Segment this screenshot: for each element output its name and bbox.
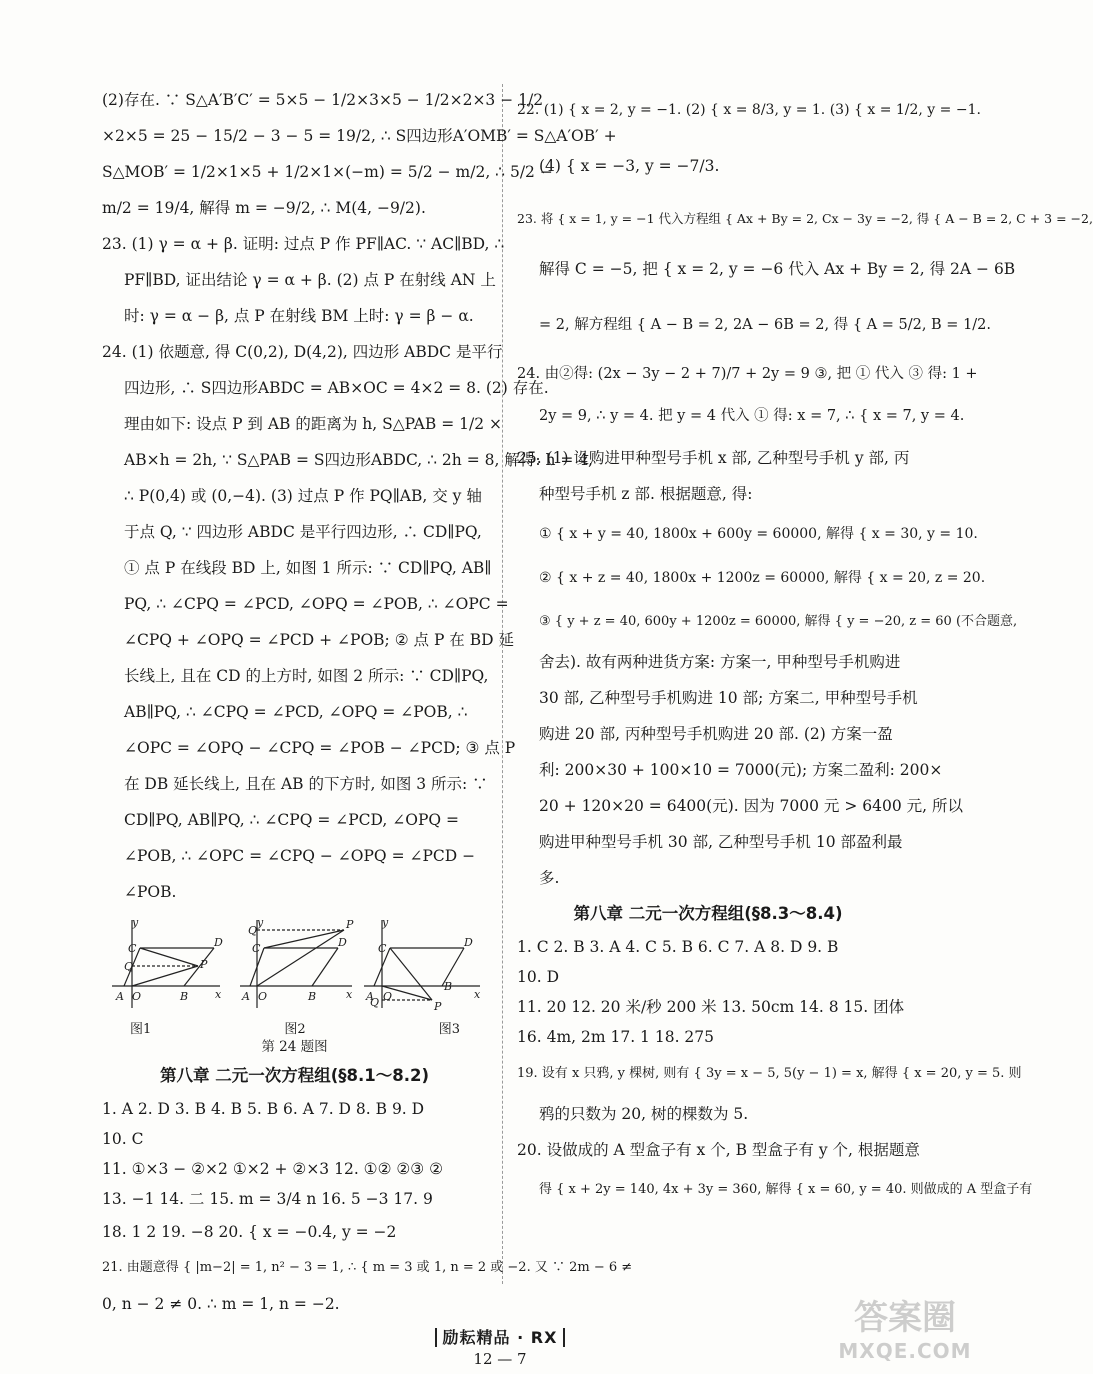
text-line: 理由如下: 设点 P 到 AB 的距离为 h, S△PAB = 1/2 × [124, 415, 502, 433]
text-line: ① 点 P 在线段 BD 上, 如图 1 所示: ∵ CD∥PQ, AB∥ [124, 559, 492, 577]
svg-text:O: O [132, 990, 142, 1003]
answer-line: 10. D [517, 968, 560, 986]
figure-label: 图1 [130, 1022, 152, 1037]
text-line: 23. 将 { x = 1, y = −1 代入方程组 { Ax + By = 2, Cx − 3y = −2, 得 { A − B = 2, C + 3 = −2, [517, 211, 1093, 226]
svg-text:O: O [258, 990, 268, 1003]
figure-label: 图2 [284, 1022, 306, 1037]
text-line: 长线上, 且在 CD 的上方时, 如图 2 所示: ∵ CD∥PQ, [124, 667, 489, 685]
svg-text:A: A [116, 990, 124, 1003]
answer-line: 18. 1 2 19. −8 20. { x = −0.4, y = −2 [102, 1223, 397, 1241]
answer-line: 鸦的只数为 20, 树的棵数为 5. [539, 1105, 749, 1123]
svg-text:O: O [383, 990, 393, 1003]
page-number: 12 — 7 [473, 1350, 527, 1368]
figure-label: 图3 [438, 1022, 460, 1037]
svg-text:D: D [214, 936, 223, 949]
text-line: 在 DB 延长线上, 且在 AB 的下方时, 如图 3 所示: ∵ [124, 775, 488, 793]
text-line: ∴ P(0,4) 或 (0,−4). (3) 过点 P 作 PQ∥AB, 交 y 轴 [124, 487, 482, 505]
figure-24 [102, 916, 487, 1036]
text-line: 30 部, 乙种型号手机购进 10 部; 方案二, 甲种型号手机 [539, 689, 918, 707]
svg-text:x: x [474, 988, 481, 1001]
text-line: 多. [539, 869, 560, 887]
brand-label: 励耘精品 · RX [435, 1328, 566, 1347]
text-line: (4) { x = −3, y = −7/3. [539, 157, 720, 175]
text-line: 四边形, ∴ S四边形ABDC = AB×OC = 4×2 = 8. (2) 存在. [124, 379, 549, 397]
figure-caption: 第 24 题图 [261, 1039, 328, 1055]
answer-line: 16. 4m, 2m 17. 1 18. 275 [517, 1028, 715, 1046]
text-line: 利: 200×30 + 100×10 = 7000(元); 方案二盈利: 200× [539, 761, 943, 779]
text-line: 种型号手机 z 部. 根据题意, 得: [539, 485, 753, 503]
text-line: ×2×5 = 25 − 15/2 − 3 − 5 = 19/2, ∴ S四边形A′OMB′ = S△A′OB′ + [102, 127, 617, 145]
text-line: ∠POB. [124, 883, 177, 901]
text-line: = 2, 解方程组 { A − B = 2, 2A − 6B = 2, 得 { A = 5/2, B = 1/2. [539, 317, 992, 333]
svg-text:A: A [366, 990, 374, 1003]
text-line: 20 + 120×20 = 6400(元). 因为 7000 元 > 6400 元, 所以 [539, 797, 963, 815]
svg-text:Q: Q [370, 996, 380, 1009]
right-column [517, 82, 1093, 1212]
text-line: ∠CPQ + ∠OPQ = ∠PCD + ∠POB; ② 点 P 在 BD 延 [124, 631, 514, 649]
svg-text:B: B [308, 990, 317, 1003]
text-line: 25. (1) 设购进甲种型号手机 x 部, 乙种型号手机 y 部, 丙 [517, 449, 910, 467]
text-line: PF∥BD, 证出结论 γ = α + β. (2) 点 P 在射线 AN 上 [124, 271, 496, 289]
answer-line: 20. 设做成的 A 型盒子有 x 个, B 型盒子有 y 个, 根据题意 [517, 1141, 920, 1159]
text-line: ① { x + y = 40, 1800x + 600y = 60000, 解得 { x = 30, y = 10. [539, 526, 978, 542]
text-line: 22. (1) { x = 2, y = −1. (2) { x = 8/3, y = 1. (3) { x = 1/2, y = −1. [517, 102, 981, 118]
text-line: 于点 Q, ∵ 四边形 ABDC 是平行四边形, ∴ CD∥PQ, [124, 523, 482, 541]
answer-line: 19. 设有 x 只鸦, y 棵树, 则有 { 3y = x − 5, 5(y − 1) = x, 解得 { x = 20, y = 5. 则 [517, 1066, 1022, 1081]
svg-text:y: y [132, 916, 139, 929]
svg-text:y: y [382, 916, 389, 929]
svg-text:D: D [464, 936, 473, 949]
watermark-logo [820, 1290, 990, 1370]
svg-text:D: D [338, 936, 347, 949]
text-line: S△MOB′ = 1/2×1×5 + 1/2×1×(−m) = 5/2 − m/2, ∴ 5/2 − [102, 163, 553, 181]
section-title: 第八章 二元一次方程组(§8.1～8.2) [159, 1066, 430, 1085]
column-divider [502, 84, 503, 1284]
text-line: 23. (1) γ = α + β. 证明: 过点 P 作 PF∥AC. ∵ AC∥BD, ∴ [102, 235, 505, 253]
section-title: 第八章 二元一次方程组(§8.3～8.4) [573, 904, 843, 923]
text-line: (2)存在. ∵ S△A′B′C′ = 5×5 − 1/2×3×5 − 1/2×2×3 − 1/2 [102, 91, 544, 109]
answer-line: 0, n − 2 ≠ 0. ∴ m = 1, n = −2. [102, 1295, 340, 1313]
text-line: 解得 C = −5, 把 { x = 2, y = −6 代入 Ax + By = 2, 得 2A − 6B [539, 260, 1016, 278]
svg-text:C: C [128, 942, 137, 955]
svg-text:P: P [346, 918, 354, 931]
answer-line: 13. −1 14. 二 15. m = 3/4 n 16. 5 −3 17. 9 [102, 1190, 433, 1208]
svg-text:C: C [378, 942, 387, 955]
svg-text:x: x [346, 988, 353, 1001]
watermark-bottom: MXQE.COM [838, 1339, 972, 1363]
text-line: ∠POB, ∴ ∠OPC = ∠CPQ − ∠OPQ = ∠PCD − [124, 847, 476, 865]
answer-line: 得 { x + 2y = 140, 4x + 3y = 360, 解得 { x = 60, y = 40. 则做成的 A 型盒子有 [539, 1182, 1033, 1197]
text-line: AB×h = 2h, ∵ S△PAB = S四边形ABDC, ∴ 2h = 8, 解得: h = 4, [124, 451, 594, 469]
svg-text:B: B [444, 980, 453, 993]
text-line: 2y = 9, ∴ y = 4. 把 y = 4 代入 ① 得: x = 7, ∴ { x = 7, y = 4. [539, 408, 965, 424]
text-line: AB∥PQ, ∴ ∠CPQ = ∠PCD, ∠OPQ = ∠POB, ∴ [124, 703, 468, 721]
svg-text:P: P [200, 958, 208, 971]
answer-line: 11. ①×3 − ②×2 ①×2 + ②×3 12. ①② ②③ ② [102, 1160, 443, 1178]
svg-text:Q: Q [248, 924, 258, 937]
answer-line: 1. A 2. D 3. B 4. B 5. B 6. A 7. D 8. B 9. D [102, 1100, 425, 1118]
svg-text:B: B [180, 990, 189, 1003]
text-line: 购进甲种型号手机 30 部, 乙种型号手机 10 部盈利最 [539, 833, 903, 851]
text-line: 时: γ = α − β, 点 P 在射线 BM 上时: γ = β − α. [124, 307, 474, 325]
text-line: 购进 20 部, 丙种型号手机购进 20 部. (2) 方案一盈 [539, 725, 893, 743]
answer-line: 1. C 2. B 3. A 4. C 5. B 6. C 7. A 8. D 9. B [517, 938, 839, 956]
answer-line: 21. 由题意得 { |m−2| = 1, n² − 3 = 1, ∴ { m = 3 或 1, n = 2 或 −2. 又 ∵ 2m − 6 ≠ [102, 1260, 633, 1275]
answer-line: 11. 20 12. 20 米/秒 200 米 13. 50cm 14. 8 15. 团体 [517, 998, 905, 1016]
geometry-figures [102, 916, 482, 1014]
text-line: CD∥PQ, AB∥PQ, ∴ ∠CPQ = ∠PCD, ∠OPQ = [124, 811, 459, 829]
svg-text:A: A [242, 990, 250, 1003]
text-line: ∠OPC = ∠OPQ − ∠CPQ = ∠POB − ∠PCD; ③ 点 P [124, 739, 516, 757]
text-line: m/2 = 19/4, 解得 m = −9/2, ∴ M(4, −9/2). [102, 199, 426, 217]
text-line: ② { x + z = 40, 1800x + 1200z = 60000, 解得 { x = 20, z = 20. [539, 570, 986, 586]
text-line: PQ, ∴ ∠CPQ = ∠PCD, ∠OPQ = ∠POB, ∴ ∠OPC = [124, 595, 509, 613]
answer-line: 10. C [102, 1130, 144, 1148]
text-line: ③ { y + z = 40, 600y + 1200z = 60000, 解得 { y = −20, z = 60 (不合题意, [539, 614, 1018, 629]
text-line: 24. 由②得: (2x − 3y − 2 + 7)/7 + 2y = 9 ③, 把 ① 代入 ③ 得: 1 + [517, 366, 978, 382]
watermark-top: 答案圈 [854, 1298, 956, 1338]
svg-text:C: C [252, 942, 261, 955]
text-line: 24. (1) 依题意, 得 C(0,2), D(4,2), 四边形 ABDC 是平行 [102, 343, 503, 361]
svg-text:Q: Q [124, 960, 134, 973]
text-line: 舍去). 故有两种进货方案: 方案一, 甲种型号手机购进 [539, 653, 901, 671]
svg-text:P: P [434, 1000, 442, 1013]
svg-text:x: x [215, 988, 222, 1001]
svg-text:y: y [257, 916, 264, 929]
